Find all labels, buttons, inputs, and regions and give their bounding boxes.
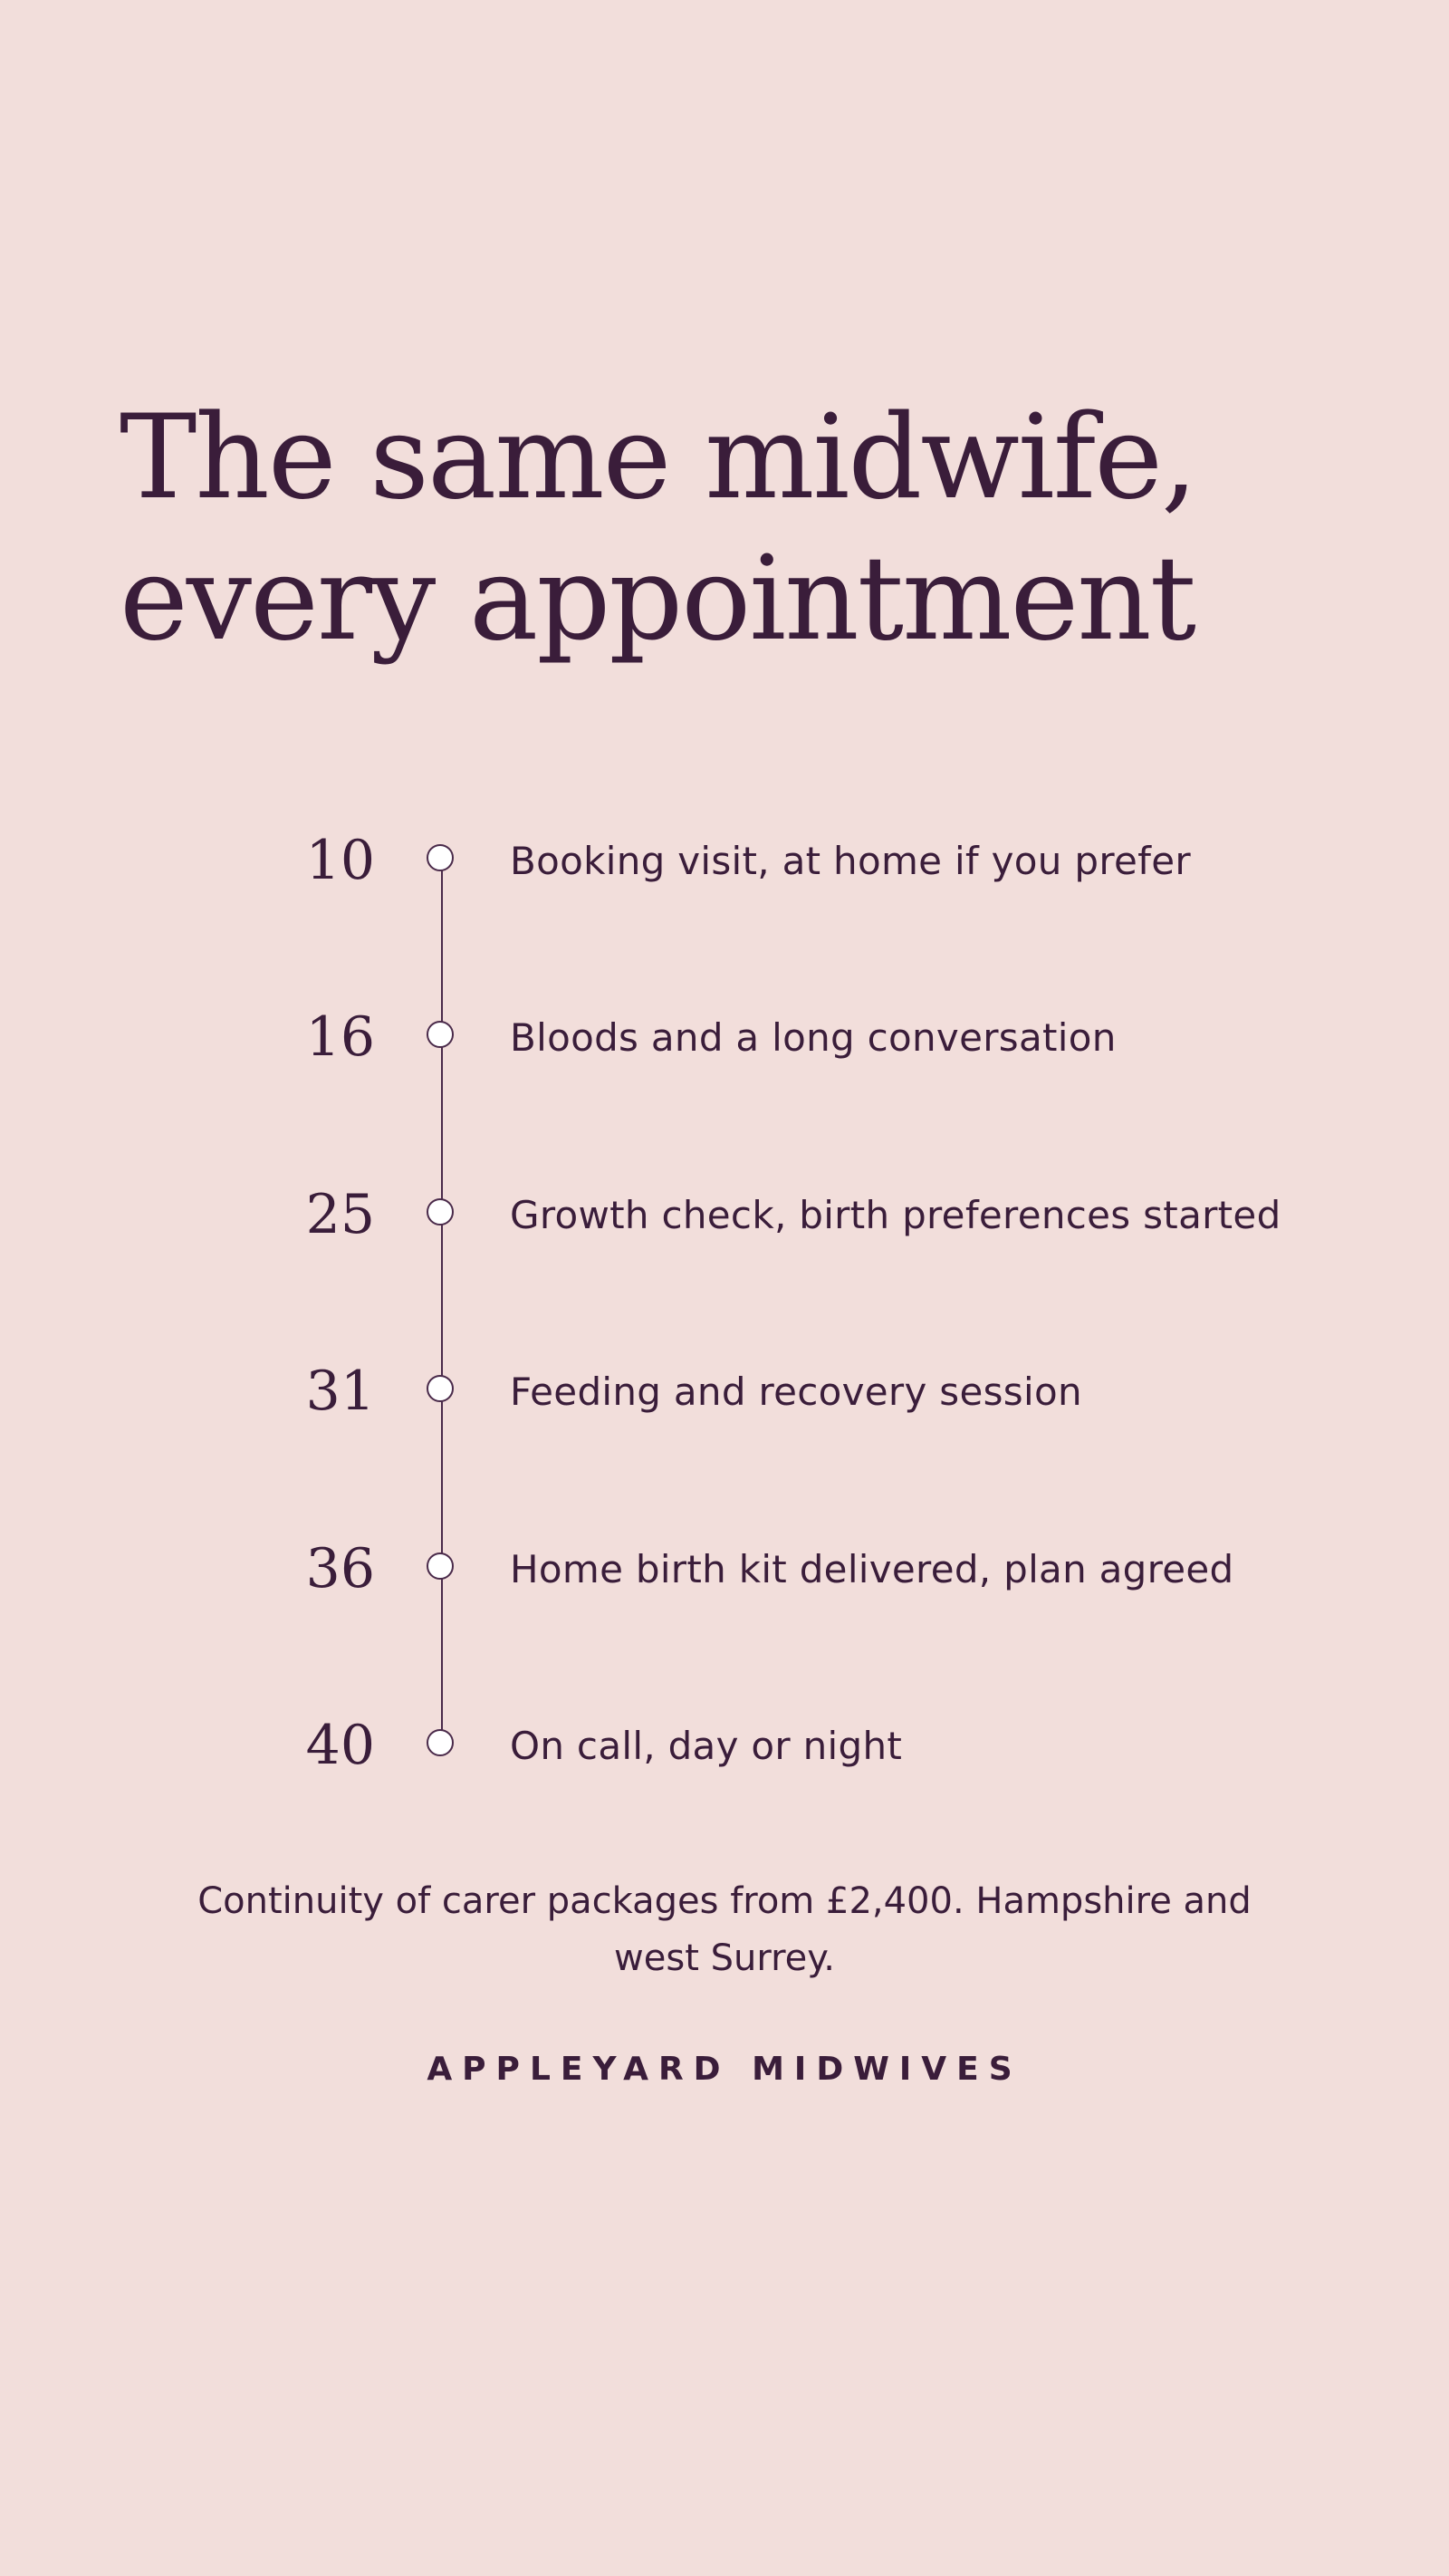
timeline-dot-icon [427, 1021, 454, 1048]
timeline-dot-icon [427, 1729, 454, 1756]
step-description: On call, day or night [510, 1724, 903, 1768]
timeline-step [0, 1184, 1449, 1256]
step-week-number: 40 [305, 1714, 375, 1777]
step-description: Feeding and recovery session [510, 1370, 1082, 1414]
step-week-number: 36 [305, 1537, 375, 1600]
timeline-step [0, 1538, 1449, 1610]
step-description: Growth check, birth preferences started [510, 1193, 1281, 1237]
headline-line-2: every appointment [120, 532, 1195, 667]
step-description: Home birth kit delivered, plan agreed [510, 1547, 1234, 1591]
timeline-step [0, 830, 1449, 902]
pricing-footnote: Continuity of carer packages from £2,400. Hampshire and west Surrey. [197, 1880, 1252, 1979]
brand-wordmark: APPLEYARD MIDWIVES [427, 2051, 1022, 2088]
timeline-step [0, 1715, 1449, 1787]
step-week-number: 16 [305, 1005, 375, 1069]
timeline-step [0, 1006, 1449, 1079]
step-description: Booking visit, at home if you prefer [510, 839, 1191, 883]
timeline-step [0, 1360, 1449, 1433]
step-description: Bloods and a long conversation [510, 1015, 1117, 1060]
timeline-dot-icon [427, 1198, 454, 1226]
step-week-number: 10 [305, 829, 375, 892]
headline-line-1: The same midwife, [120, 390, 1196, 525]
step-week-number: 25 [305, 1183, 375, 1246]
timeline-dot-icon [427, 844, 454, 871]
step-week-number: 31 [305, 1360, 375, 1423]
timeline-dot-icon [427, 1552, 454, 1580]
timeline-dot-icon [427, 1375, 454, 1402]
timeline-line [441, 859, 443, 1745]
